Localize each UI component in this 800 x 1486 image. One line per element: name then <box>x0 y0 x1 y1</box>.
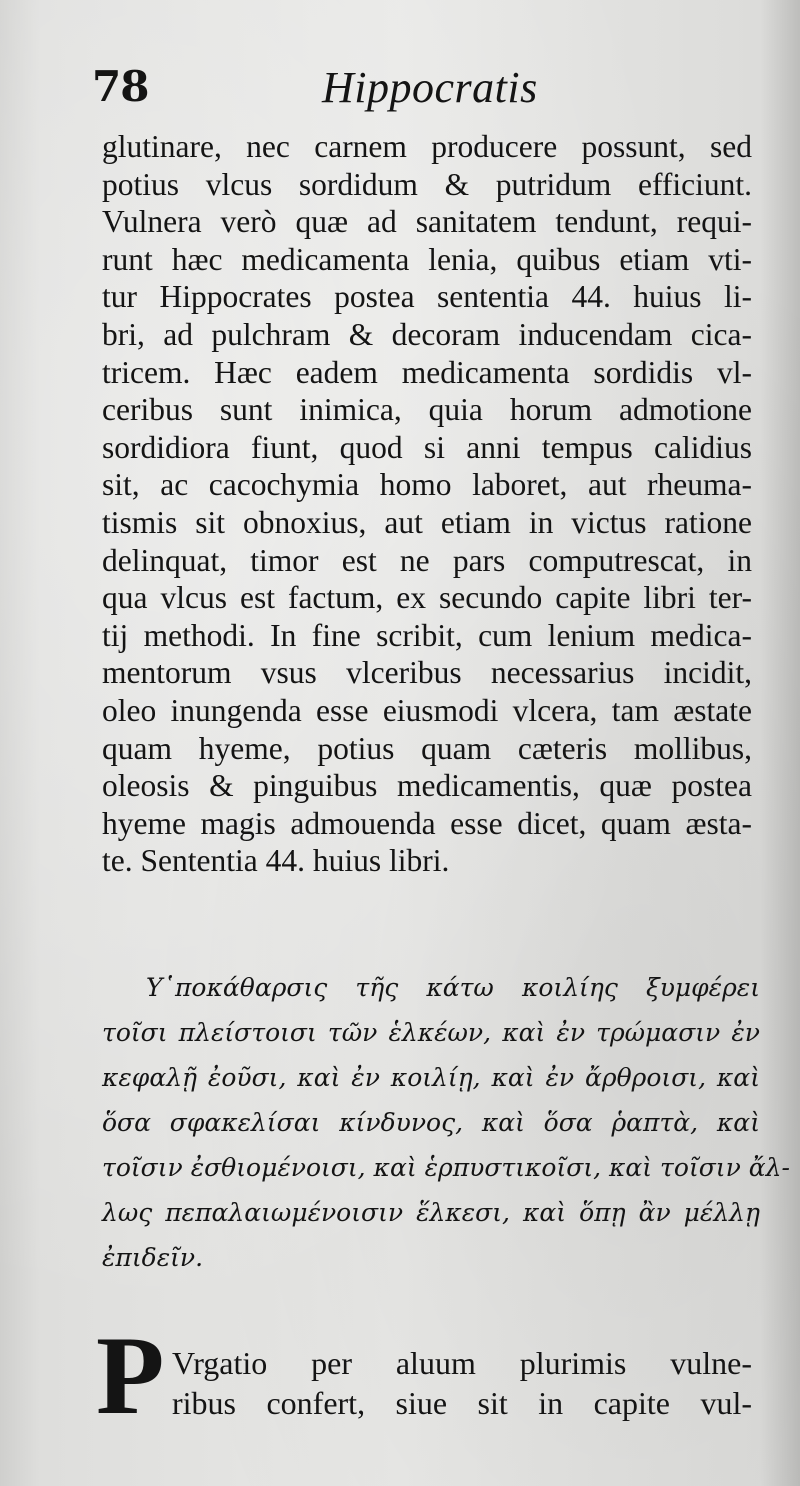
greek-aphorism <box>102 965 790 1280</box>
text-line: tij methodi. In fine scribit, cum lenium medica- <box>102 617 752 653</box>
text-line: oleosis & pinguibus medicamentis, quæ postea <box>102 768 752 804</box>
greek-line: κεφαλῇ ἐοῦσι, καὶ ἐν κοιλίῃ, καὶ ἐν ἄρθροισι, καὶ <box>102 1063 760 1092</box>
greek-line: ἐπιδεῖν. <box>102 1243 204 1272</box>
greek-line: τοῖσι πλείστοισι τῶν ἑλκέων, καὶ ἐν τρώμασιν ἐν <box>102 1018 760 1047</box>
text-line: runt hæc medicamenta lenia, quibus etiam vti- <box>102 241 752 277</box>
greek-line: Υ῾ποκάθαρσις τῆς κάτω κοιλίης ξυμφέρει <box>146 973 760 1002</box>
text-line: bri, ad pulchram & decoram inducendam cica- <box>102 316 752 352</box>
text-line: ribus confert, siue sit in capite vul- <box>172 1385 752 1421</box>
text-line: qua vlcus est factum, ex secundo capite libri ter- <box>102 580 752 616</box>
text-line last-line: te. Sententia 44. huius libri. <box>102 843 450 879</box>
text-line: hyeme magis admouenda esse dicet, quam æsta- <box>102 805 752 841</box>
text-line: tismis sit obnoxius, aut etiam in victus ratione <box>102 504 752 540</box>
text-line: tur Hippocrates postea sententia 44. huius li- <box>102 279 752 315</box>
text-line: Vulnera verò quæ ad sanitatem tendunt, requi- <box>102 204 752 240</box>
page-number: 78 <box>92 62 149 111</box>
text-line: sit, ac cacochymia homo laboret, aut rheuma- <box>102 467 752 503</box>
latin-translation <box>172 1343 752 1423</box>
text-line: tricem. Hæc eadem medicamenta sordidis vl- <box>102 354 752 390</box>
text-line: Vrgatio per aluum plurimis vulne- <box>172 1345 752 1381</box>
greek-line: λως πεπαλαιωμένοισιν ἕλκεσι, καὶ ὅπῃ ἂν μέλλῃ <box>102 1198 760 1227</box>
text-line: quam hyeme, potius quam cæteris mollibus, <box>102 730 752 766</box>
greek-line: ὅσα σφακελίσαι κίνδυνος, καὶ ὅσα ῥαπτὰ, καὶ <box>102 1108 760 1137</box>
greek-line: τοῖσιν ἐσθιομένοισι, καὶ ἑρπυστικοῖσι, καὶ τοῖσιν ἄλ- <box>102 1153 790 1182</box>
text-line: potius vlcus sordidum & putridum efficiunt. <box>102 166 752 202</box>
page-header <box>92 62 752 118</box>
text-line: mentorum vsus vlceribus necessarius incidit, <box>102 655 752 691</box>
text-line: sordidiora fiunt, quod si anni tempus calidius <box>102 429 752 465</box>
text-line: ceribus sunt inimica, quia horum admotione <box>102 392 752 428</box>
drop-cap: P <box>96 1314 165 1438</box>
running-head: Hippocratis <box>322 63 538 112</box>
text-line: glutinare, nec carnem producere possunt, sed <box>102 129 752 164</box>
text-line: oleo inungenda esse eiusmodi vlcera, tam æstate <box>102 692 752 728</box>
text-line: delinquat, timor est ne pars computrescat, in <box>102 542 752 578</box>
latin-commentary <box>102 128 752 880</box>
